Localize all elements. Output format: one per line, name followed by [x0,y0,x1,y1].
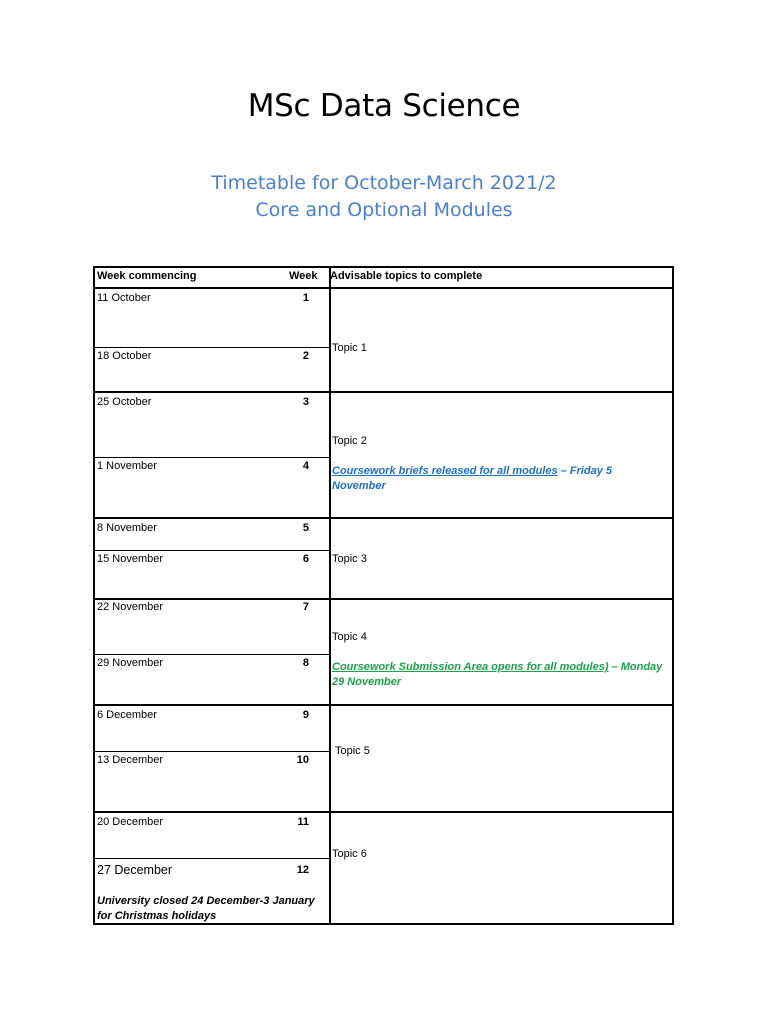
header-week: Week [289,270,318,282]
page-title: MSc Data Science [247,88,521,124]
row-date: 20 December [97,816,164,828]
group-divider [95,391,672,393]
topic-label: Topic 4 [332,631,367,643]
subtitle-modules: Core and Optional Modules [255,199,513,221]
row-week: 4 [302,460,309,472]
row-date: 22 November [97,601,164,613]
submission-area-date: – Monday 29 November [332,661,663,688]
row-week: 11 [297,816,309,828]
row-date: 1 November [97,460,157,472]
topic-label: Topic 5 [335,745,370,757]
row-week: 2 [302,350,309,362]
row-week: 5 [302,522,309,534]
group-divider [95,811,672,813]
group-divider [95,517,672,519]
row-date: 29 November [97,657,164,669]
row-date: 11 October [97,292,151,304]
row-divider [95,654,329,655]
row-week: 1 [302,292,309,304]
row-divider [95,457,329,458]
row-divider [95,751,329,752]
university-closed-note: University closed 24 December-3 January for Christmas holidays [97,895,315,922]
group-divider [95,704,672,706]
row-date: 8 November [97,522,157,534]
row-date: 13 December [97,754,164,766]
header-week-commencing: Week commencing [97,270,197,282]
submission-area-note [332,660,672,690]
row-week: 6 [302,553,309,565]
row-week: 12 [296,864,309,876]
row-divider [95,347,329,348]
row-week: 9 [302,709,309,721]
subtitle-timetable: Timetable for October-March 2021/2 [211,172,557,194]
coursework-briefs-date: – Friday 5 November [332,465,612,492]
row-date: 27 December [97,863,173,877]
row-date: 25 October [97,396,152,408]
row-divider [95,550,329,551]
row-week: 10 [296,754,309,766]
topic-label: Topic 3 [332,553,367,565]
header-topics: Advisable topics to complete [330,270,483,282]
group-divider [95,598,672,600]
row-divider [95,858,329,859]
submission-area-link[interactable]: Coursework Submission Area opens for all modules) [332,661,609,673]
row-date: 6 December [97,709,157,721]
coursework-briefs-note [332,464,662,494]
row-date: 15 November [97,553,164,565]
column-divider [329,268,331,923]
row-date: 18 October [97,350,152,362]
timetable-table [93,266,674,925]
topic-label: Topic 2 [332,435,367,447]
row-week: 8 [302,657,309,669]
header-divider [95,287,672,289]
row-week: 3 [302,396,309,408]
topic-label: Topic 6 [332,848,367,860]
coursework-briefs-link[interactable]: Coursework briefs released for all modules [332,465,558,477]
topic-label: Topic 1 [332,342,367,354]
row-week: 7 [302,601,309,613]
